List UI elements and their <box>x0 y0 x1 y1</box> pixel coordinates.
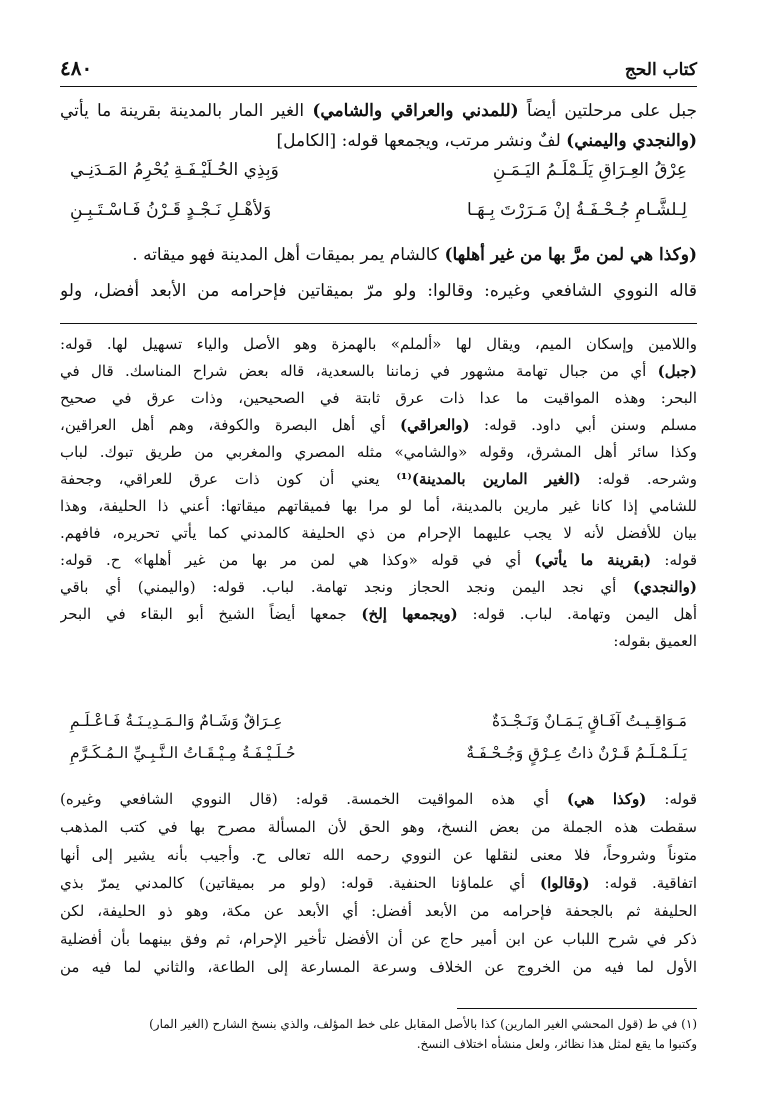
verse-hemistich: وَبِذِي الحُـلَيْـفَـةِ يُحْرِمُ المَـدَنِـي <box>70 160 279 180</box>
verse-line <box>70 160 687 180</box>
verse-hemistich: مَـوَاقِـيـتُ آفَـاقٍ يَـمَـانٌ وَنَـجْـدَةٌ <box>492 712 687 730</box>
commentary-line: البحر: وهذه المواقيت ما عدا ذات عرق ثابتة في الصحيحين، وذات عرق في صحيح <box>60 389 697 407</box>
commentary-line: مسلم وسنن أبي داود. قوله: (والعراقي) أي أهل البصرة والكوفة، وهم أهل العراقين، <box>60 416 697 434</box>
verse-hemistich: لِـلشَّـامِ جُـحْـفَـةُ إنْ مَـرَرْتَ بِـهَـا <box>467 200 687 220</box>
footnote-line: (١) في ط (قول المحشي الغير المارين) كذا بالأصل المقابل على خط المؤلف، والذي بنسخ الشارح (الغير المار) <box>149 1017 697 1031</box>
commentary-line: وشرحه. قوله: (الغير المارين بالمدينة)⁽¹⁾ يعني أن كون ذات عرق للعراقي، وجحفة <box>60 470 697 488</box>
page-number: ٤٨٠ <box>60 56 93 80</box>
commentary-line: العميق بقوله: <box>613 632 697 650</box>
book-title: كتاب الحج <box>624 60 697 80</box>
verse-hemistich: يَـلَـمْـلَـمُ قَـرْنٌ ذاتُ عِـرْقٍ وَجُـحْـفَـةٌ <box>466 744 687 762</box>
commentary-line: (جبل) أي من جبال تهامة مشهور في زماننا بالسعدية، قاله بعض شراح المناسك. قال في <box>60 362 697 380</box>
header-rule <box>60 86 697 87</box>
commentary-line: الحليفة ثم بالجحفة فإحرامه من الأبعد أفضل: أي الأبعد عن مكة، وهو ذو الحليفة، لكن <box>60 902 697 920</box>
main-line: (وكذا هي لمن مرَّ بها من غير أهلها) كالشام يمر بميقات أهل المدينة فهو ميقاته . <box>132 245 697 265</box>
footnote-line: وكتبوا ما يقع لمثل هذا نظائر، ولعل منشأه اختلاف النسخ. <box>416 1037 697 1051</box>
commentary-line: ذكر في شرح اللباب عن ابن أمير حاج عن أن الأفضل تأخير الإحرام، ثم وفق بينهما بأن أفضلية <box>60 930 697 948</box>
commentary-line: قوله: (بقرينة ما يأتي) أي في قوله «وكذا هي لمن مر بها من غير أهلها» ح. قوله: <box>60 551 697 569</box>
commentary-line: للشامي إذا كانا غير مارين بالمدينة، أما لو مرا بها فميقاتهم ميقاتها: أعني ذا الحليفة، وهذا <box>60 497 697 515</box>
main-line: (والنجدي واليمني) لفٌ ونشر مرتب، ويجمعها قوله: [الكامل] <box>276 131 697 151</box>
commentary-line: متوناً وشروحاً، فلا معنى لنقلها عن النووي رحمه الله تعالى ح. وأجيب بأنه يشير إلى أنها <box>60 846 697 864</box>
commentary-line: بيان للأفضل لأنه لا يجب عليهما الإحرام من ذي الحليفة كالمدني كما يأتي تحريره، فافهم. <box>60 524 697 542</box>
page-header <box>60 56 697 80</box>
commentary-line: وكذا سائر أهل المشرق، وقوله «والشامي» مثله المصري والمغربي من طريق تبوك. لباب <box>60 443 697 461</box>
verse-hemistich: حُـلَـيْـفَـةُ مِـيْـقَـاتُ الـنَّـبِـيِّ الـمُـكَـرَّمِ <box>70 744 296 762</box>
commentary-line: واللامين وإسكان الميم، ويقال لها «ألملم» بالهمزة وهو الأصل والياء تسهيل لها. قوله: <box>60 335 697 353</box>
commentary-line: (والنجدي) أي نجد اليمن ونجد الحجاز ونجد تهامة. لباب. قوله: (واليمني) أي باقي <box>60 578 697 596</box>
verse-line <box>70 744 687 762</box>
footnote-rule <box>457 1008 697 1009</box>
verse-line <box>70 200 687 220</box>
verse-hemistich: عِرْقُ العِـرَاقِ يَلَـمْلَـمُ اليَـمَـنِ <box>492 160 687 180</box>
commentary-line: سقطت هذه الجملة من بعض النسخ، وهو الحق لأن المسألة مصرح بها في كتب المذهب <box>60 818 697 836</box>
verse-line <box>70 712 687 730</box>
main-line: جبل على مرحلتين أيضاً (للمدني والعراقي والشامي) الغير المار بالمدينة بقرينة ما يأتي <box>60 101 697 121</box>
verse-hemistich: عِـرَاقٌ وَشَـامٌ وَالـمَـدِيـنَـةُ فَـاعْـلَـمِ <box>70 712 283 730</box>
main-line: قاله النووي الشافعي وغيره: وقالوا: ولو مرّ بميقاتين فإحرامه من الأبعد أفضل، ولو <box>60 281 697 301</box>
commentary-line: أهل اليمن وتهامة. لباب. قوله: (ويجمعها إلخ) جمعها أيضاً الشيخ أبو البقاء في البحر <box>60 605 697 623</box>
commentary-line: اتفاقية. قوله: (وقالوا) أي علماؤنا الحنفية. قوله: (ولو مر بميقاتين) كالمدني يمرّ بذي <box>60 874 697 892</box>
text-commentary-divider <box>60 323 697 324</box>
commentary-line: الأول لما فيه من الخروج عن الخلاف وسرعة المسارعة إلى الطاعة، والثاني لما فيه من <box>60 958 697 976</box>
verse-hemistich: وَلأهْـلِ نَـجْـدٍ قَـرْنُ فَـاسْـتَـبِـنِ <box>70 200 272 220</box>
commentary-line: قوله: (وكذا هي) أي هذه المواقيت الخمسة. قوله: (قال النووي الشافعي وغيره) <box>60 790 697 808</box>
